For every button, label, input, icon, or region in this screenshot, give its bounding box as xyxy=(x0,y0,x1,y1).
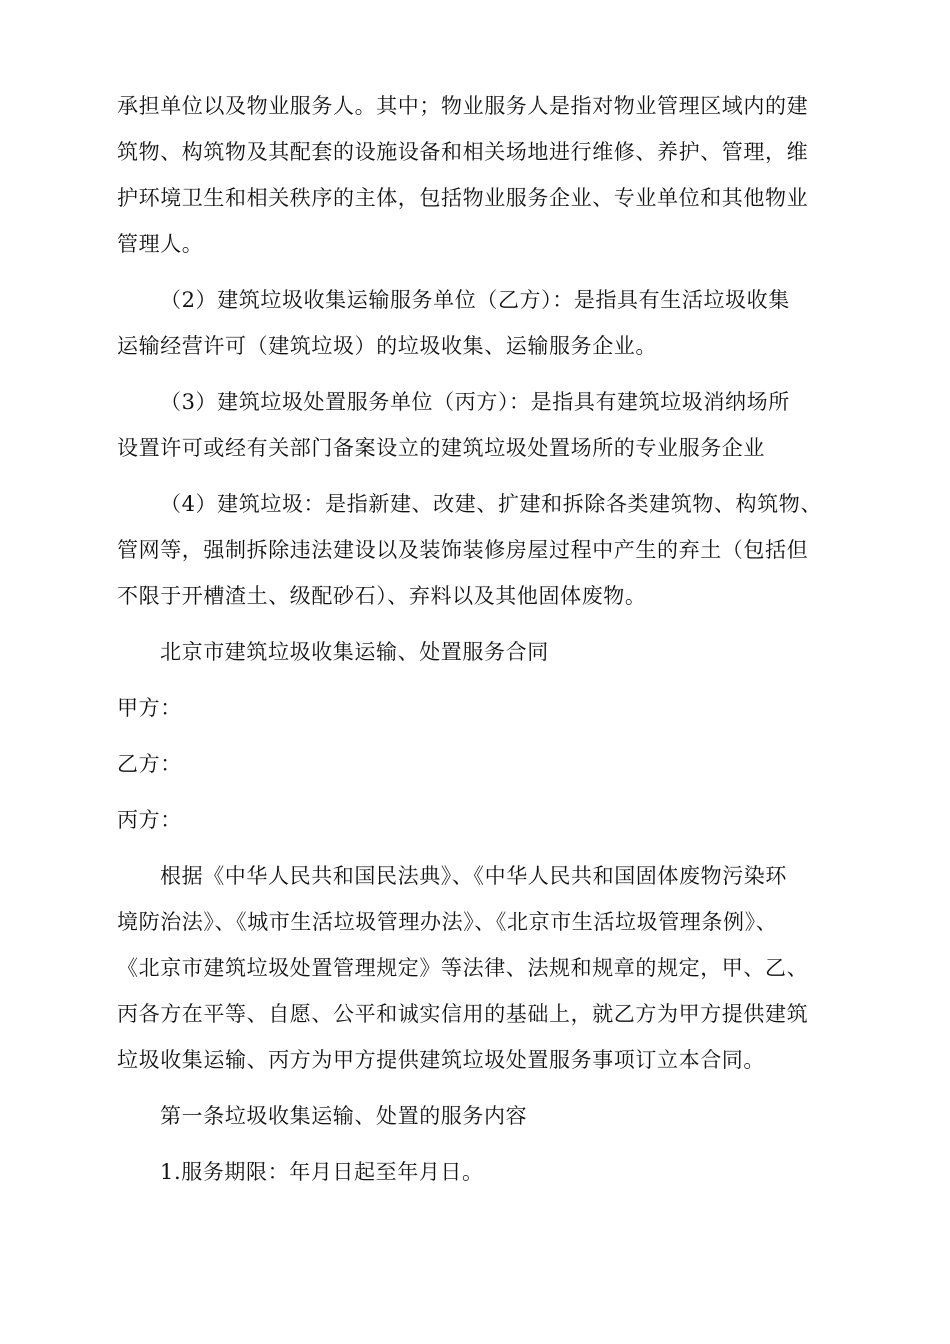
preamble-line-2: 境防治法》、《城市生活垃圾管理办法》、《北京市生活垃圾管理条例》、 xyxy=(117,910,778,934)
service-term: 1.服务期限：年月日起至年月日。 xyxy=(160,1160,484,1184)
preamble-line-5: 垃圾收集运输、丙方为甲方提供建筑垃圾处置服务事项订立本合同。 xyxy=(117,1048,765,1072)
text-line-3: 护环境卫生和相关秩序的主体，包括物业服务企业、专业单位和其他物业 xyxy=(117,186,809,210)
clause-2-line-2: 运输经营许可（建筑垃圾）的垃圾收集、运输服务企业。 xyxy=(117,334,657,358)
clause-3-line-1: （3）建筑垃圾处置服务单位（丙方）：是指具有建筑垃圾消纳场所 xyxy=(160,390,790,414)
article-1-heading: 第一条垃圾收集运输、处置的服务内容 xyxy=(160,1104,528,1128)
clause-2-line-1: （2）建筑垃圾收集运输服务单位（乙方）：是指具有生活垃圾收集 xyxy=(160,288,790,312)
text-line-4: 管理人。 xyxy=(117,232,204,256)
clause-4-line-2: 管网等，强制拆除违法建设以及装饰装修房屋过程中产生的弃土（包括但 xyxy=(117,538,809,562)
text-line-1: 承担单位以及物业服务人。其中；物业服务人是指对物业管理区域内的建 xyxy=(117,94,809,118)
clause-3-line-2: 设置许可或经有关部门备案设立的建筑垃圾处置场所的专业服务企业 xyxy=(117,436,765,460)
clause-4-line-1: （4）建筑垃圾：是指新建、改建、扩建和拆除各类建筑物、构筑物、 xyxy=(160,492,822,516)
party-b: 乙方： xyxy=(117,752,182,776)
contract-title: 北京市建筑垃圾收集运输、处置服务合同 xyxy=(160,640,549,664)
clause-4-line-3: 不限于开槽渣土、级配砂石）、弃料以及其他固体废物。 xyxy=(117,584,647,608)
preamble-line-3: 《北京市建筑垃圾处置管理规定》等法律、法规和规章的规定，甲、乙、 xyxy=(117,956,809,980)
party-c: 丙方： xyxy=(117,808,182,832)
preamble-line-1: 根据《中华人民共和国民法典》、《中华人民共和国固体废物污染环 xyxy=(160,864,787,888)
text-line-2: 筑物、构筑物及其配套的设施设备和相关场地进行维修、养护、管理，维 xyxy=(117,140,809,164)
preamble-line-4: 丙各方在平等、自愿、公平和诚实信用的基础上，就乙方为甲方提供建筑 xyxy=(117,1002,809,1026)
party-a: 甲方： xyxy=(117,696,182,720)
